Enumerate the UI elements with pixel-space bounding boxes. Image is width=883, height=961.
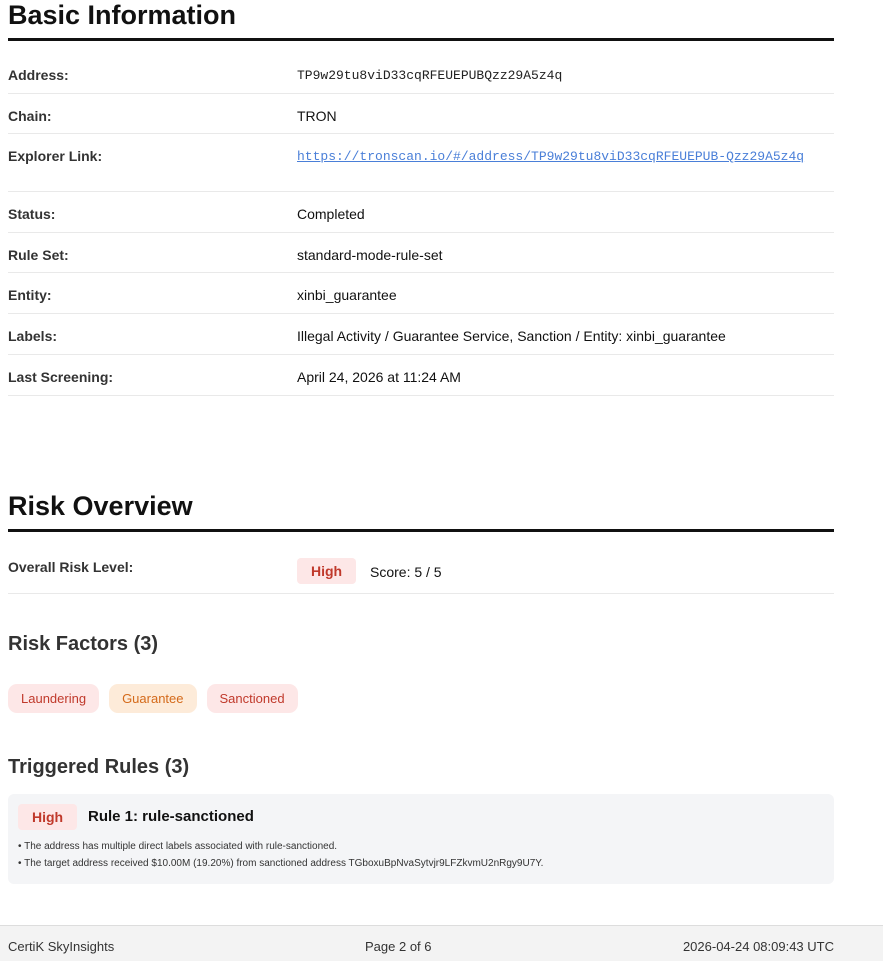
footer-timestamp: 2026-04-24 08:09:43 UTC — [682, 939, 834, 954]
rule-set-value: standard-mode-rule-set — [297, 247, 443, 263]
risk-overview-title: Risk Overview — [8, 491, 193, 521]
section-divider — [8, 529, 834, 532]
rule-set-row — [8, 233, 834, 273]
overall-risk-label: Overall Risk Level: — [8, 559, 134, 575]
address-row — [8, 53, 834, 94]
rule-bullet: • The target address received $10.00M (19.20%) from sanctioned address TGboxuBpNvaSytvjr9LFZkvmU2nRgy9U7Y. — [18, 858, 544, 869]
footer-page-number: Page 2 of 6 — [365, 939, 432, 954]
rule-card — [8, 794, 834, 884]
rule-set-label: Rule Set: — [8, 247, 69, 263]
triggered-rules-title: Triggered Rules (3) — [8, 756, 190, 778]
last-screening-row — [8, 355, 834, 396]
status-row — [8, 192, 834, 233]
overall-risk-row — [8, 545, 834, 594]
footer-brand: CertiK SkyInsights — [8, 939, 115, 954]
risk-factors-title: Risk Factors (3) — [8, 633, 159, 655]
labels-label: Labels: — [8, 328, 58, 344]
address-value: TP9w29tu8viD33cqRFEUEPUBQzz29A5z4q — [297, 68, 563, 83]
rule-title: Rule 1: rule-sanctioned — [88, 808, 254, 825]
risk-score: Score: 5 / 5 — [370, 564, 442, 580]
explorer-link[interactable]: https://tronscan.io/#/address/TP9w29tu8viD33cqRFEUEPUB-Qzz29A5z4q — [297, 149, 805, 164]
explorer-link-row — [8, 134, 834, 192]
labels-value: Illegal Activity / Guarantee Service, Sanction / Entity: xinbi_guarantee — [297, 328, 726, 344]
rule-bullet: • The address has multiple direct labels associated with rule-sanctioned. — [18, 841, 338, 852]
chain-label: Chain: — [8, 108, 52, 124]
page-footer — [0, 925, 883, 961]
section-divider — [8, 38, 834, 41]
rule-severity-badge: High — [18, 804, 77, 830]
address-label: Address: — [8, 67, 69, 83]
status-label: Status: — [8, 206, 56, 222]
tag-guarantee: Guarantee — [109, 684, 196, 713]
last-screening-label: Last Screening: — [8, 369, 114, 385]
tag-laundering: Laundering — [8, 684, 99, 713]
tag-sanctioned: Sanctioned — [207, 684, 298, 713]
chain-row — [8, 94, 834, 134]
chain-value: TRON — [297, 108, 337, 124]
status-value: Completed — [297, 206, 365, 222]
entity-label: Entity: — [8, 287, 52, 303]
risk-level-badge: High — [297, 558, 356, 584]
risk-factor-tags — [8, 684, 298, 713]
explorer-link-label: Explorer Link: — [8, 148, 103, 164]
entity-row — [8, 273, 834, 314]
basic-information-title: Basic Information — [8, 0, 237, 30]
labels-row — [8, 314, 834, 355]
last-screening-value: April 24, 2026 at 11:24 AM — [297, 369, 461, 385]
entity-value: xinbi_guarantee — [297, 287, 397, 303]
